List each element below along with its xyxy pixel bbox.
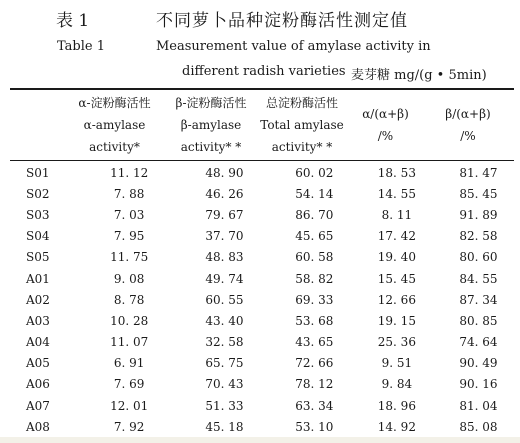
value-cell: 80. 60 <box>459 250 498 265</box>
value-cell: 32. 58 <box>205 335 244 350</box>
value-cell: 45. 65 <box>295 229 334 244</box>
value-cell: 90. 16 <box>459 377 498 392</box>
table-number-en: Table 1 <box>57 39 105 54</box>
table-row <box>10 247 520 268</box>
value-cell: 11. 75 <box>110 250 149 265</box>
table-header-rule <box>10 160 514 161</box>
value-cell: 8. 78 <box>113 292 145 307</box>
header-alpha-activity <box>66 92 163 158</box>
value-cell: 78. 12 <box>295 377 334 392</box>
value-cell: 17. 42 <box>377 229 416 244</box>
table-unit: 麦芽糖 mg/(g • 5min) <box>351 68 487 83</box>
value-cell: 9. 84 <box>381 377 413 392</box>
value-cell: 25. 36 <box>377 335 416 350</box>
table-row <box>10 416 520 437</box>
value-cell: 60. 02 <box>295 165 334 180</box>
header-alpha-zh: α-淀粉酶活性 <box>78 96 151 110</box>
table-row <box>10 183 520 204</box>
header-alpha-ratio-unit: /% <box>377 129 394 143</box>
variety-code-cell: S03 <box>26 207 50 222</box>
variety-code-cell: A01 <box>26 271 50 286</box>
variety-code-cell: A03 <box>26 313 50 328</box>
value-cell: 7. 92 <box>113 419 145 434</box>
table-number-zh: 表 1 <box>56 11 90 31</box>
value-cell: 7. 03 <box>113 207 145 222</box>
table-row <box>10 310 520 331</box>
value-cell: 12. 01 <box>110 398 149 413</box>
value-cell: 14. 55 <box>377 186 416 201</box>
value-cell: 69. 33 <box>295 292 334 307</box>
table-row <box>10 395 520 416</box>
value-cell: 51. 33 <box>205 398 244 413</box>
table-row <box>10 268 520 289</box>
header-beta-zh: β-淀粉酶活性 <box>175 96 247 110</box>
header-alpha-en2: activity* <box>89 140 140 154</box>
header-alpha-ratio <box>345 103 426 147</box>
value-cell: 46. 26 <box>205 186 244 201</box>
variety-code-cell: A05 <box>26 356 50 371</box>
variety-code-cell: A08 <box>26 419 50 434</box>
value-cell: 60. 55 <box>205 292 244 307</box>
value-cell: 18. 53 <box>377 165 416 180</box>
value-cell: 9. 08 <box>113 271 145 286</box>
header-total-en: Total amylase <box>260 118 344 132</box>
header-beta-ratio <box>426 103 510 147</box>
header-alpha-ratio-formula: α/(α+β) <box>362 107 409 121</box>
table-caption-zh: 不同萝卜品种淀粉酶活性测定值 <box>156 11 408 31</box>
value-cell: 7. 88 <box>113 186 145 201</box>
variety-code-cell: A02 <box>26 292 50 307</box>
table-row <box>10 289 520 310</box>
value-cell: 82. 58 <box>459 229 498 244</box>
value-cell: 60. 58 <box>295 250 334 265</box>
table-row <box>10 332 520 353</box>
value-cell: 10. 28 <box>110 313 149 328</box>
value-cell: 85. 45 <box>459 186 498 201</box>
header-beta-activity <box>163 92 259 158</box>
value-cell: 14. 92 <box>377 419 416 434</box>
value-cell: 8. 11 <box>381 207 413 222</box>
table-row <box>10 374 520 395</box>
variety-code-cell: S05 <box>26 250 50 265</box>
value-cell: 43. 65 <box>295 335 334 350</box>
value-cell: 72. 66 <box>295 356 334 371</box>
table-top-rule <box>10 88 514 90</box>
table-caption-en-line1: Measurement value of amylase activity in <box>156 39 431 54</box>
value-cell: 86. 70 <box>295 207 334 222</box>
variety-code-cell: S02 <box>26 186 50 201</box>
value-cell: 7. 95 <box>113 229 145 244</box>
value-cell: 19. 40 <box>377 250 416 265</box>
table-caption-en-line2: different radish varieties <box>182 64 346 79</box>
value-cell: 63. 34 <box>295 398 334 413</box>
header-beta-ratio-formula: β/(α+β) <box>445 107 491 121</box>
value-cell: 81. 04 <box>459 398 498 413</box>
header-total-zh: 总淀粉酶活性 <box>265 96 338 110</box>
value-cell: 91. 89 <box>459 207 498 222</box>
value-cell: 11. 12 <box>110 165 149 180</box>
value-cell: 43. 40 <box>205 313 244 328</box>
value-cell: 53. 68 <box>295 313 334 328</box>
value-cell: 90. 49 <box>459 356 498 371</box>
value-cell: 49. 74 <box>205 271 244 286</box>
value-cell: 6. 91 <box>113 356 145 371</box>
value-cell: 18. 96 <box>377 398 416 413</box>
header-beta-ratio-unit: /% <box>460 129 476 143</box>
value-cell: 87. 34 <box>459 292 498 307</box>
value-cell: 9. 51 <box>381 356 413 371</box>
variety-code-cell: A07 <box>26 398 50 413</box>
table-row <box>10 226 520 247</box>
value-cell: 79. 67 <box>205 207 244 222</box>
table-row <box>10 204 520 225</box>
variety-code-cell: S04 <box>26 229 50 244</box>
table-row <box>10 353 520 374</box>
value-cell: 48. 83 <box>205 250 244 265</box>
header-total-activity <box>259 92 345 158</box>
value-cell: 65. 75 <box>205 356 244 371</box>
value-cell: 74. 64 <box>459 335 498 350</box>
table-row <box>10 162 520 183</box>
variety-code-cell: A04 <box>26 335 50 350</box>
data-table <box>10 162 520 437</box>
value-cell: 7. 69 <box>113 377 145 392</box>
header-beta-en2: activity* * <box>180 140 242 154</box>
value-cell: 84. 55 <box>459 271 498 286</box>
value-cell: 81. 47 <box>459 165 498 180</box>
value-cell: 11. 07 <box>110 335 149 350</box>
value-cell: 15. 45 <box>377 271 416 286</box>
value-cell: 53. 10 <box>295 419 334 434</box>
value-cell: 80. 85 <box>459 313 498 328</box>
value-cell: 37. 70 <box>205 229 244 244</box>
value-cell: 45. 18 <box>205 419 244 434</box>
value-cell: 48. 90 <box>205 165 244 180</box>
page-bottom-band <box>0 437 520 443</box>
value-cell: 85. 08 <box>459 419 498 434</box>
header-total-en2: activity* * <box>271 140 333 154</box>
variety-code-cell: S01 <box>26 165 50 180</box>
value-cell: 58. 82 <box>295 271 334 286</box>
value-cell: 54. 14 <box>295 186 334 201</box>
header-beta-en: β-amylase <box>180 118 242 132</box>
value-cell: 70. 43 <box>205 377 244 392</box>
header-alpha-en: α-amylase <box>83 118 146 132</box>
value-cell: 12. 66 <box>377 292 416 307</box>
variety-code-cell: A06 <box>26 377 50 392</box>
value-cell: 19. 15 <box>377 313 416 328</box>
